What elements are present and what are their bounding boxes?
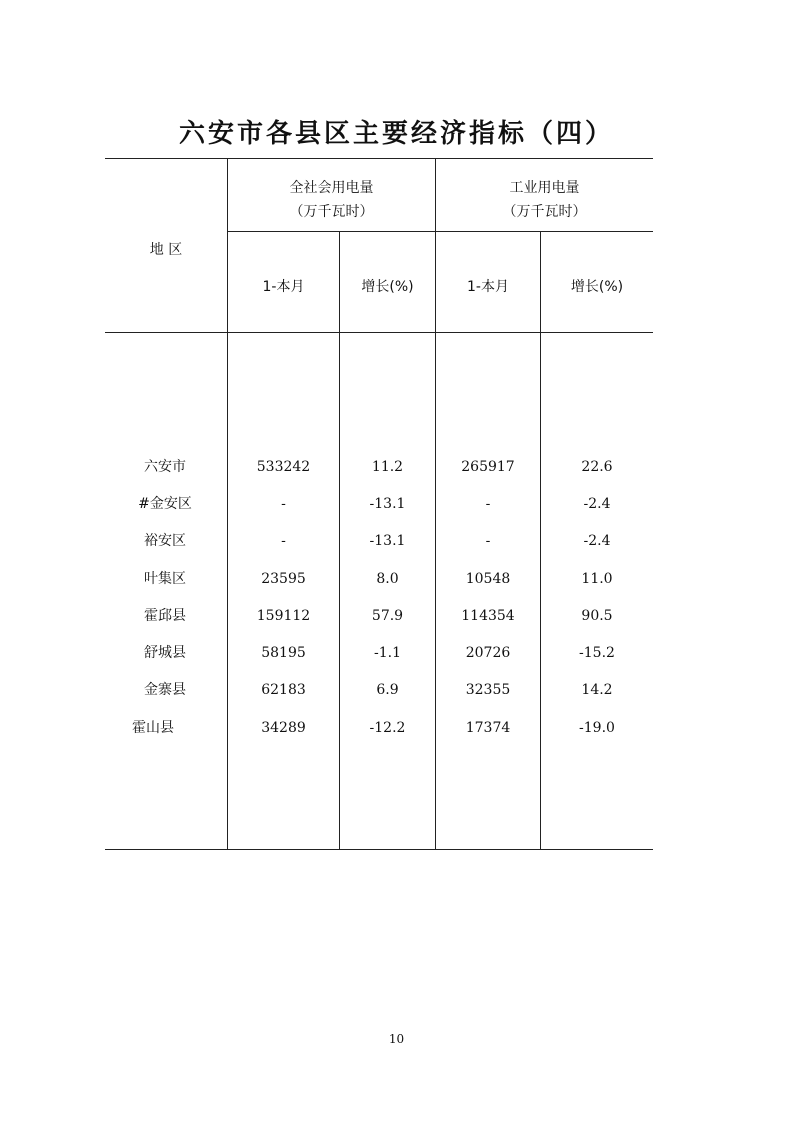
region-cell: 叶集区	[144, 571, 186, 587]
region-cell: #金安区	[138, 496, 192, 512]
industrial-ytd-cell: 32355	[465, 682, 511, 698]
industrial-growth-cell: 14.2	[581, 682, 613, 698]
header-growth: 增长(%)	[361, 279, 414, 295]
industrial-ytd-cell: 10548	[465, 571, 511, 587]
industrial-ytd-cell: 114354	[461, 608, 515, 624]
industrial-growth-cell: -15.2	[579, 645, 615, 661]
total-growth-cell: -13.1	[369, 533, 406, 549]
industrial-growth-cell: 90.5	[581, 608, 613, 624]
total-ytd-cell: 34289	[261, 720, 306, 736]
header-growth: 增长(%)	[570, 279, 624, 295]
page-number: 10	[388, 1032, 405, 1046]
industrial-growth-cell: 11.0	[581, 571, 613, 587]
header-bottom-rule	[105, 332, 653, 333]
total-ytd-cell: 58195	[261, 645, 306, 661]
subheader-rule	[228, 231, 653, 232]
table-top-rule	[105, 158, 653, 159]
industrial-growth-cell: -2.4	[583, 496, 611, 512]
region-cell: 金寨县	[144, 682, 186, 698]
industrial-growth-cell: -19.0	[579, 720, 615, 736]
industrial-ytd-cell: 265917	[461, 459, 515, 475]
total-growth-cell: -13.1	[369, 496, 406, 512]
total-growth-cell: -12.2	[369, 720, 406, 736]
region-cell: 六安市	[144, 459, 186, 475]
region-cell: 霍山县	[132, 720, 174, 736]
total-growth-cell: 6.9	[376, 682, 399, 698]
region-cell: 裕安区	[144, 533, 186, 549]
total-growth-cell: 57.9	[371, 608, 404, 624]
total-ytd-cell: 62183	[261, 682, 306, 698]
header-region: 地 区	[149, 242, 183, 258]
header-industrial-power-unit: （万千瓦时）	[502, 204, 587, 220]
region-cell: 霍邱县	[144, 608, 186, 624]
total-ytd-cell: -	[281, 496, 286, 512]
region-cell: 舒城县	[144, 645, 186, 661]
total-ytd-cell: 23595	[261, 571, 306, 587]
header-ytd: 1-本月	[467, 279, 509, 295]
table-bottom-rule	[105, 849, 653, 850]
industrial-growth-cell: 22.6	[581, 459, 613, 475]
total-growth-cell: 11.2	[371, 459, 404, 475]
industrial-growth-cell: -2.4	[583, 533, 611, 549]
industrial-ytd-cell: 20726	[465, 645, 511, 661]
total-growth-cell: -1.1	[374, 645, 401, 661]
total-ytd-cell: -	[281, 533, 286, 549]
industrial-ytd-cell: 17374	[465, 720, 511, 736]
header-total-power-unit: （万千瓦时）	[289, 204, 374, 220]
industrial-ytd-cell: -	[485, 496, 491, 512]
industrial-ytd-cell: -	[485, 533, 491, 549]
page-title: 六安市各县区主要经济指标（四）	[178, 119, 614, 149]
total-ytd-cell: 159112	[256, 608, 311, 624]
total-growth-cell: 8.0	[376, 571, 399, 587]
header-industrial-power: 工业用电量	[509, 180, 580, 196]
header-ytd: 1-本月	[262, 279, 305, 295]
total-ytd-cell: 533242	[256, 459, 311, 475]
header-total-power: 全社会用电量	[289, 180, 374, 196]
